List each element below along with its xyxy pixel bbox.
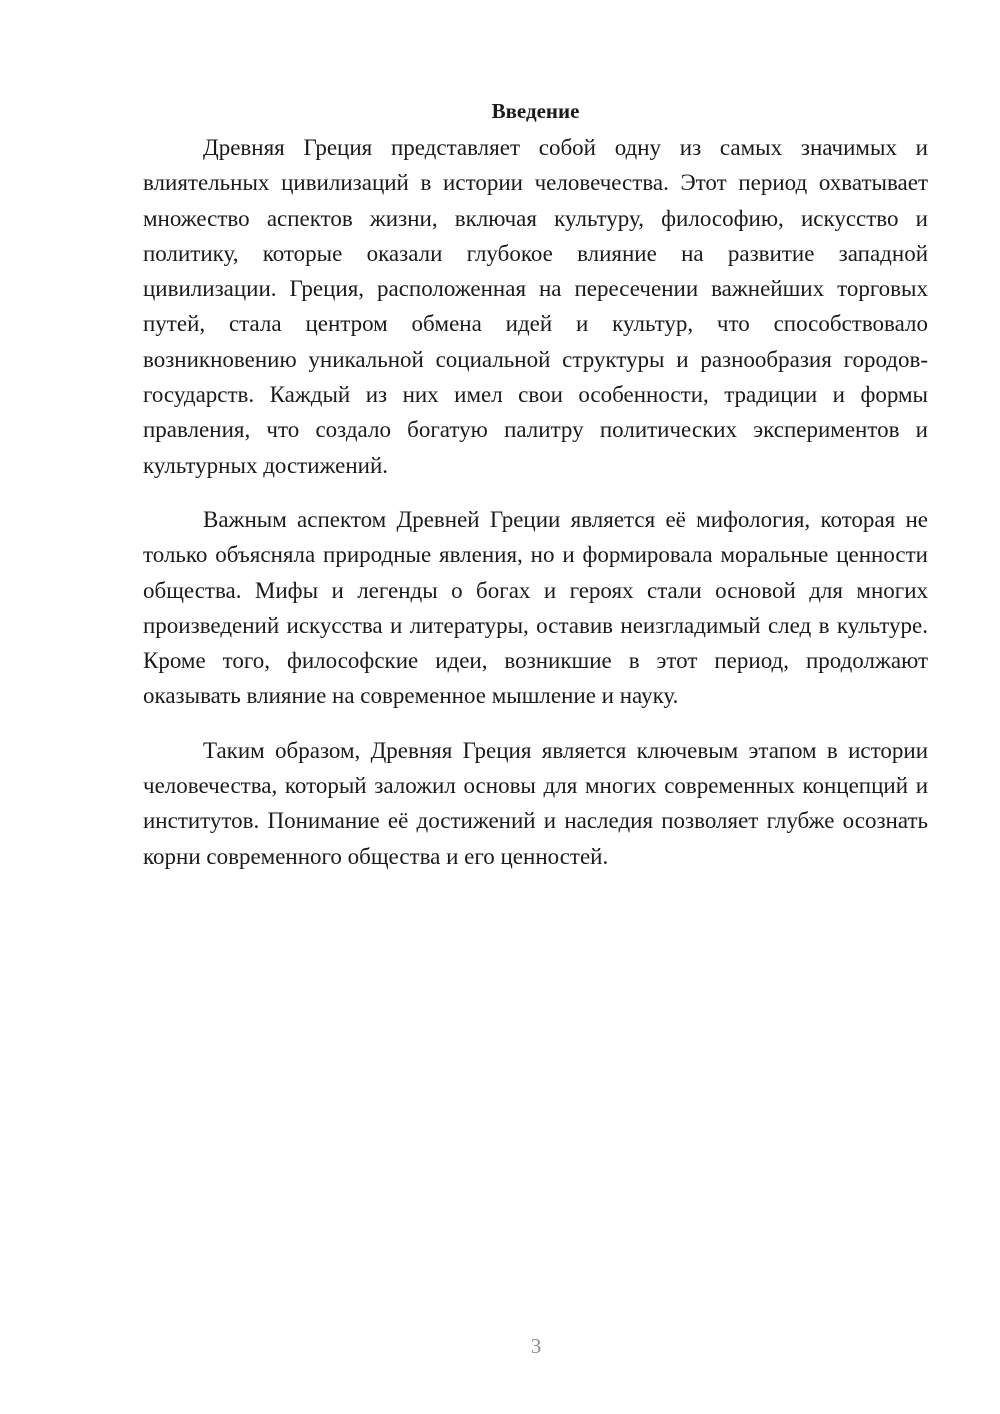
paragraph-2: Важным аспектом Древней Греции является её мифология, которая не только объясняла природные явления, но и формировала моральные ценности общества. Мифы и легенды о богах и героях стали основой для многих произведений искусства и литературы, оставив неизгладимый след в культуре. Кроме того, философские идеи, возникшие в этот период, продолжают оказывать влияние на современное мышление и науку.	[143, 506, 928, 709]
page-number: 3	[530, 1334, 542, 1358]
section-heading: Введение	[491, 99, 580, 123]
paragraph-3: Таким образом, Древняя Греция является ключевым этапом в истории человечества, который заложил основы для многих современных концепций и институтов. Понимание её достижений и наследия позволяет глубже осознать корни современного общества и его ценностей.	[143, 737, 928, 869]
document-body	[143, 96, 928, 874]
paragraph-1: Древняя Греция представляет собой одну из самых значимых и влиятельных цивилизаций в истории человечества. Этот период охватывает множество аспектов жизни, включая культуру, философию, искусство и политику, которые оказали глубокое влияние на развитие западной цивилизации. Греция, расположенная на пересечении важнейших торговых путей, стала центром обмена идей и культур, что способствовало возникновению уникальной социальной структуры и разнообразия городов-государств. Каждый из них имел свои особенности, традиции и формы правления, что создало богатую палитру политических экспериментов и культурных достижений.	[143, 135, 928, 478]
